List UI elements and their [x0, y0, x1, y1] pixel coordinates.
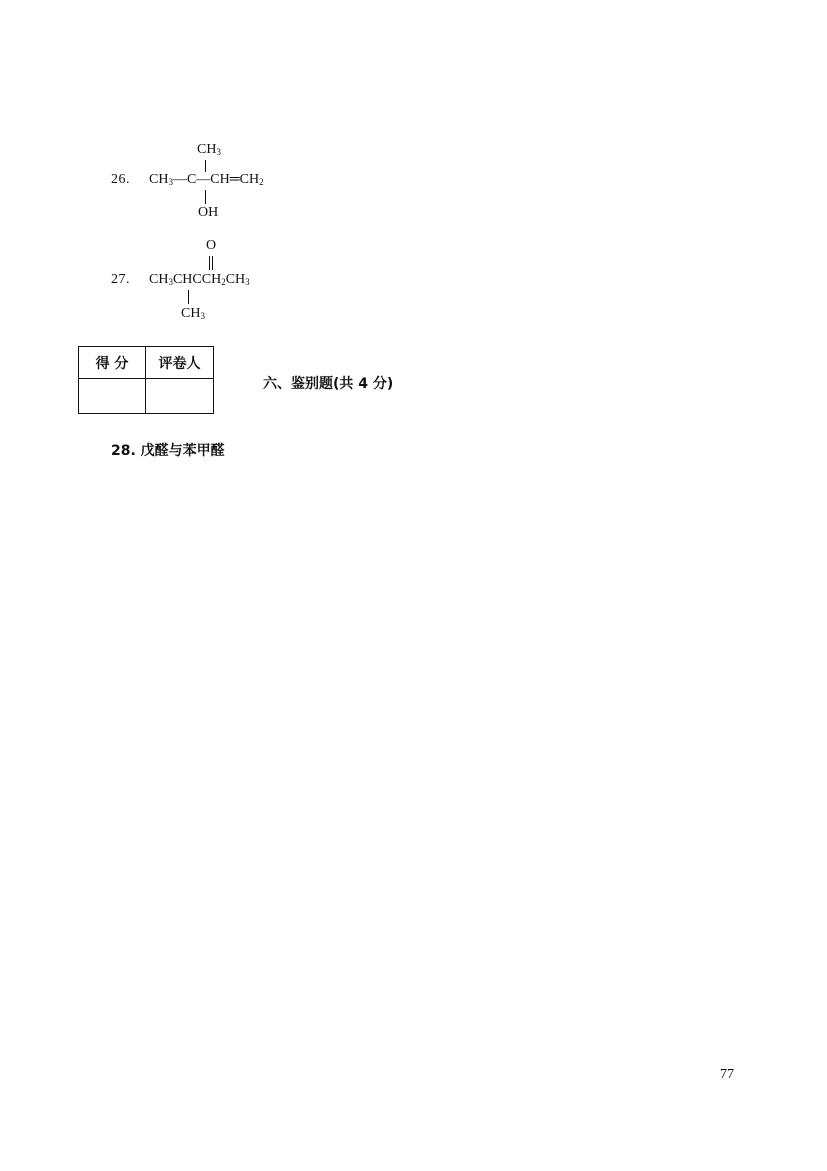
q27-main-chain: $CH_3CHCCH_2CH_3$ [149, 272, 250, 287]
grader-value-cell[interactable] [146, 379, 213, 413]
q26-top-bond [205, 160, 206, 172]
score-table [78, 346, 214, 414]
q27-double-bond-right [212, 256, 213, 270]
q26-top-ch3: $CH_3$ [197, 142, 221, 157]
q26-main-chain: $CH_3—C—CH═CH_2$ [149, 172, 264, 187]
q27-bottom-ch3: $CH_3$ [181, 306, 205, 321]
q27-oxygen: O [206, 238, 217, 253]
score-value-cell[interactable] [79, 379, 146, 413]
q27-double-bond-left [209, 256, 210, 270]
page-number: 77 [720, 1067, 734, 1082]
grader-header: 评卷人 [146, 347, 213, 379]
q26-number: 26. [111, 172, 130, 187]
q26-bottom-bond [205, 190, 206, 204]
q27-branch-bond [188, 290, 189, 304]
section-title: 六、鉴别题(共 4 分) [263, 376, 394, 392]
score-header: 得 分 [79, 347, 146, 379]
q27-number: 27. [111, 272, 130, 287]
q28-text: 28. 戊醛与苯甲醛 [111, 443, 225, 459]
q26-oh: OH [198, 205, 219, 220]
